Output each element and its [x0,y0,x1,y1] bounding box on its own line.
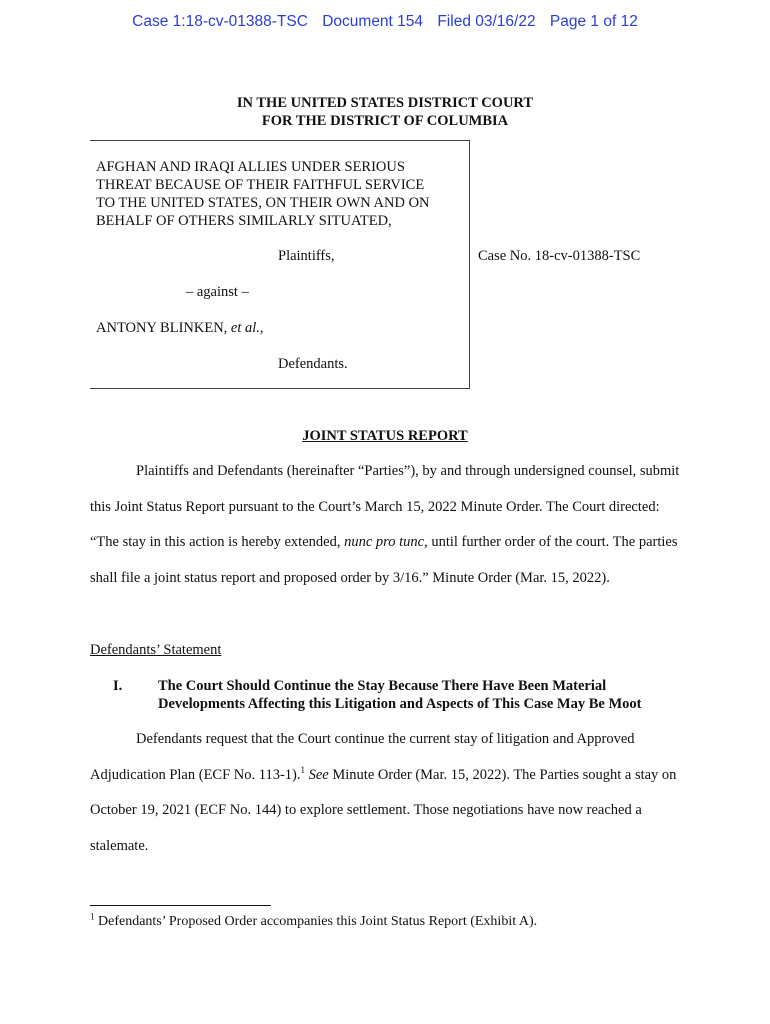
plaintiffs-line: TO THE UNITED STATES, ON THEIR OWN AND ON [96,195,430,211]
heading-text: The Court Should Continue the Stay Because There Have Been Material Developments Affecting this Litigation and Aspects of This Case May Be Moot [158,678,642,712]
document-title: JOINT STATUS REPORT [302,428,468,444]
see-signal: See [305,766,329,783]
section-label: Defendants’ Statement [90,642,222,658]
document-number-stamp: Document 154 [322,13,424,30]
footnote-divider [90,905,271,906]
heading-number: I. [113,678,123,694]
filed-date-stamp: Filed 03/16/22 [437,13,536,30]
defendants-role-label: Defendants. [278,356,348,372]
case-number: Case No. 18-cv-01388-TSC [478,248,641,264]
case-number-stamp: Case 1:18-cv-01388-TSC [132,13,308,30]
defendant-name-text: ANTONY BLINKEN, [96,320,231,336]
defendant-name [96,320,264,337]
footnote-reference[interactable]: 1 [300,764,305,775]
body-paragraph [90,722,690,864]
intro-italic: nunc pro tunc [344,534,425,550]
body-text-a: Defendants request that the Court continue the current stay of litigation and Approved Adjudication Plan (ECF No. 113-1). [90,731,635,783]
intro-text-a: Plaintiffs and Defendants (hereinafter “Parties”), by and through undersigned counsel, submit this Joint Status Report pursuant to the Court’s March 15, 2022 Minute Order. The Court directed: “The stay in this action is hereby extended, [90,463,680,550]
ecf-header-stamp [0,13,770,31]
intro-text-b: , until further order of the court. The parties shall file a joint status report and proposed order by 3/16.” Minute Order (Mar. 15, 2022). [90,534,678,586]
plaintiffs-line: THREAT BECAUSE OF THEIR FAITHFUL SERVICE [96,177,425,193]
against-label: – against – [186,284,249,300]
court-name [0,94,770,130]
plaintiffs-role-label: Plaintiffs, [278,248,335,264]
body-text-b: Minute Order (Mar. 15, 2022). The Parties sought a stay on October 19, 2021 (ECF No. 144) to explore settlement. Those negotiations have now reached a stalemate. [90,766,677,854]
plaintiffs-line: BEHALF OF OTHERS SIMILARLY SITUATED, [96,213,392,229]
plaintiffs-names [96,158,466,230]
court-line-2: FOR THE DISTRICT OF COLUMBIA [261,113,509,129]
court-line-1: IN THE UNITED STATES DISTRICT COURT [236,95,534,111]
intro-paragraph [90,454,690,596]
footnote-number: 1 [90,911,95,922]
plaintiffs-line: AFGHAN AND IRAQI ALLIES UNDER SERIOUS [96,159,405,175]
defendant-name-suffix: , [259,320,264,336]
defendant-etal: et al. [230,320,260,336]
footnote-text: Defendants’ Proposed Order accompanies this Joint Status Report (Exhibit A). [94,914,538,929]
page-number-stamp: Page 1 of 12 [549,13,638,30]
footnote [90,911,538,930]
